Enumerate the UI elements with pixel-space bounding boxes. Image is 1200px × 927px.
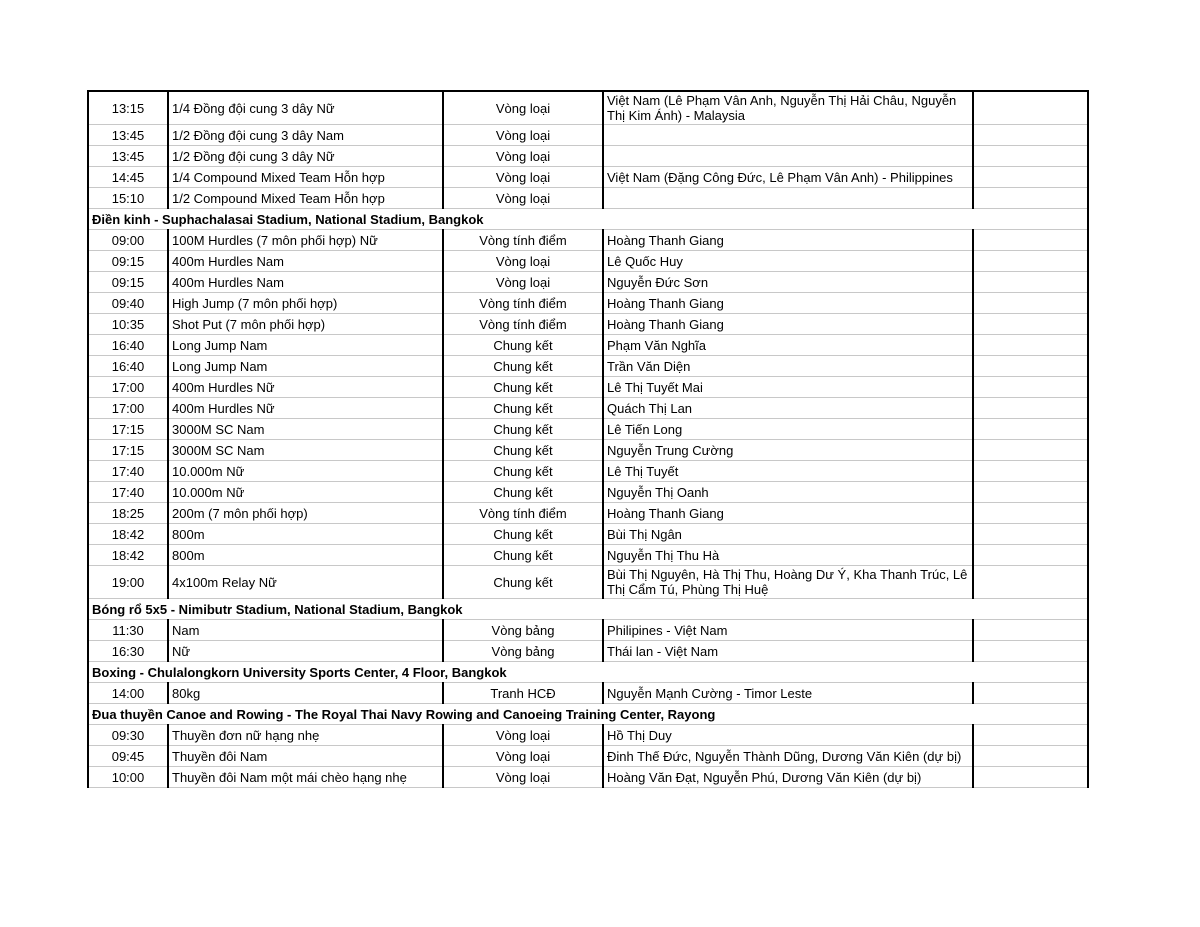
notes-cell: [973, 725, 1088, 746]
round-cell: Chung kết: [443, 335, 603, 356]
participants-cell: Nguyễn Đức Sơn: [603, 272, 973, 293]
table-row: [88, 725, 1088, 746]
notes-cell: [973, 335, 1088, 356]
notes-cell: [973, 167, 1088, 188]
event-cell: 1/4 Đồng đội cung 3 dây Nữ: [168, 91, 443, 125]
event-cell: Thuyền đôi Nam: [168, 746, 443, 767]
participants-cell: [603, 188, 973, 209]
table-row: [88, 683, 1088, 704]
event-cell: High Jump (7 môn phối hợp): [168, 293, 443, 314]
schedule-table: [87, 90, 1089, 788]
round-cell: Vòng bảng: [443, 641, 603, 662]
time-cell: 09:45: [88, 746, 168, 767]
round-cell: Vòng loại: [443, 146, 603, 167]
notes-cell: [973, 188, 1088, 209]
notes-cell: [973, 230, 1088, 251]
table-row: [88, 356, 1088, 377]
table-row: [88, 767, 1088, 788]
participants-cell: Nguyễn Thị Oanh: [603, 482, 973, 503]
section-header: Đua thuyền Canoe and Rowing - The Royal Thai Navy Rowing and Canoeing Training Center, Rayong: [88, 704, 1088, 725]
notes-cell: [973, 683, 1088, 704]
notes-cell: [973, 545, 1088, 566]
time-cell: 17:40: [88, 482, 168, 503]
participants-cell: Hoàng Thanh Giang: [603, 503, 973, 524]
participants-cell: Nguyễn Thị Thu Hà: [603, 545, 973, 566]
time-cell: 17:40: [88, 461, 168, 482]
round-cell: Tranh HCĐ: [443, 683, 603, 704]
notes-cell: [973, 377, 1088, 398]
schedule-table-body: [88, 91, 1088, 788]
round-cell: Vòng loại: [443, 251, 603, 272]
notes-cell: [973, 566, 1088, 599]
notes-cell: [973, 503, 1088, 524]
notes-cell: [973, 293, 1088, 314]
time-cell: 16:40: [88, 356, 168, 377]
table-row: [88, 335, 1088, 356]
event-cell: Thuyền đơn nữ hạng nhẹ: [168, 725, 443, 746]
time-cell: 13:45: [88, 146, 168, 167]
round-cell: Vòng loại: [443, 746, 603, 767]
time-cell: 09:40: [88, 293, 168, 314]
table-row: [88, 524, 1088, 545]
participants-cell: Hoàng Thanh Giang: [603, 230, 973, 251]
event-cell: Long Jump Nam: [168, 335, 443, 356]
round-cell: Chung kết: [443, 377, 603, 398]
event-cell: 10.000m Nữ: [168, 461, 443, 482]
round-cell: Vòng loại: [443, 167, 603, 188]
event-cell: 100M Hurdles (7 môn phối hợp) Nữ: [168, 230, 443, 251]
round-cell: Chung kết: [443, 482, 603, 503]
round-cell: Vòng loại: [443, 272, 603, 293]
round-cell: Chung kết: [443, 545, 603, 566]
notes-cell: [973, 620, 1088, 641]
event-cell: 1/2 Đồng đội cung 3 dây Nam: [168, 125, 443, 146]
section-header-row: [88, 662, 1088, 683]
round-cell: Vòng loại: [443, 725, 603, 746]
notes-cell: [973, 461, 1088, 482]
time-cell: 09:15: [88, 272, 168, 293]
notes-cell: [973, 440, 1088, 461]
table-row: [88, 230, 1088, 251]
event-cell: 400m Hurdles Nữ: [168, 377, 443, 398]
table-row: [88, 461, 1088, 482]
participants-cell: Quách Thị Lan: [603, 398, 973, 419]
table-row: [88, 746, 1088, 767]
round-cell: Vòng loại: [443, 767, 603, 788]
table-row: [88, 125, 1088, 146]
time-cell: 19:00: [88, 566, 168, 599]
time-cell: 16:30: [88, 641, 168, 662]
table-row: [88, 503, 1088, 524]
participants-cell: Hoàng Thanh Giang: [603, 293, 973, 314]
participants-cell: Hồ Thị Duy: [603, 725, 973, 746]
time-cell: 11:30: [88, 620, 168, 641]
event-cell: Shot Put (7 môn phối hợp): [168, 314, 443, 335]
event-cell: Long Jump Nam: [168, 356, 443, 377]
notes-cell: [973, 746, 1088, 767]
table-row: [88, 293, 1088, 314]
participants-cell: Bùi Thị Nguyên, Hà Thị Thu, Hoàng Dư Ý, Kha Thanh Trúc, Lê Thị Cẩm Tú, Phùng Thị Huệ: [603, 566, 973, 599]
round-cell: Vòng loại: [443, 125, 603, 146]
notes-cell: [973, 146, 1088, 167]
round-cell: Chung kết: [443, 440, 603, 461]
round-cell: Vòng tính điểm: [443, 293, 603, 314]
table-row: [88, 146, 1088, 167]
participants-cell: [603, 125, 973, 146]
participants-cell: Bùi Thị Ngân: [603, 524, 973, 545]
round-cell: Chung kết: [443, 461, 603, 482]
time-cell: 17:15: [88, 419, 168, 440]
round-cell: Chung kết: [443, 419, 603, 440]
table-row: [88, 91, 1088, 125]
participants-cell: Trần Văn Diện: [603, 356, 973, 377]
event-cell: 1/4 Compound Mixed Team Hỗn hợp: [168, 167, 443, 188]
section-header-row: [88, 209, 1088, 230]
event-cell: 400m Hurdles Nam: [168, 272, 443, 293]
event-cell: 3000M SC Nam: [168, 419, 443, 440]
table-row: [88, 272, 1088, 293]
round-cell: Chung kết: [443, 356, 603, 377]
table-row: [88, 566, 1088, 599]
participants-cell: Đinh Thế Đức, Nguyễn Thành Dũng, Dương Văn Kiên (dự bị): [603, 746, 973, 767]
section-header-row: [88, 704, 1088, 725]
table-row: [88, 377, 1088, 398]
table-row: [88, 440, 1088, 461]
notes-cell: [973, 251, 1088, 272]
participants-cell: Lê Quốc Huy: [603, 251, 973, 272]
round-cell: Chung kết: [443, 398, 603, 419]
notes-cell: [973, 419, 1088, 440]
participants-cell: Việt Nam (Lê Phạm Vân Anh, Nguyễn Thị Hải Châu, Nguyễn Thị Kim Ánh) - Malaysia: [603, 91, 973, 125]
participants-cell: Thái lan - Việt Nam: [603, 641, 973, 662]
event-cell: Thuyền đôi Nam một mái chèo hạng nhẹ: [168, 767, 443, 788]
participants-cell: Hoàng Văn Đạt, Nguyễn Phú, Dương Văn Kiên (dự bị): [603, 767, 973, 788]
event-cell: Nam: [168, 620, 443, 641]
time-cell: 13:15: [88, 91, 168, 125]
table-row: [88, 167, 1088, 188]
section-header: Bóng rổ 5x5 - Nimibutr Stadium, National Stadium, Bangkok: [88, 599, 1088, 620]
time-cell: 14:45: [88, 167, 168, 188]
event-cell: 10.000m Nữ: [168, 482, 443, 503]
notes-cell: [973, 641, 1088, 662]
time-cell: 16:40: [88, 335, 168, 356]
table-row: [88, 620, 1088, 641]
notes-cell: [973, 482, 1088, 503]
time-cell: 10:00: [88, 767, 168, 788]
notes-cell: [973, 272, 1088, 293]
participants-cell: Phạm Văn Nghĩa: [603, 335, 973, 356]
notes-cell: [973, 91, 1088, 125]
time-cell: 18:25: [88, 503, 168, 524]
round-cell: Vòng tính điểm: [443, 230, 603, 251]
participants-cell: Lê Tiến Long: [603, 419, 973, 440]
participants-cell: Nguyễn Mạnh Cường - Timor Leste: [603, 683, 973, 704]
participants-cell: Lê Thị Tuyết: [603, 461, 973, 482]
participants-cell: Hoàng Thanh Giang: [603, 314, 973, 335]
round-cell: Vòng bảng: [443, 620, 603, 641]
notes-cell: [973, 767, 1088, 788]
notes-cell: [973, 356, 1088, 377]
participants-cell: [603, 146, 973, 167]
participants-cell: Philipines - Việt Nam: [603, 620, 973, 641]
notes-cell: [973, 524, 1088, 545]
section-header: Điền kinh - Suphachalasai Stadium, National Stadium, Bangkok: [88, 209, 1088, 230]
participants-cell: Việt Nam (Đặng Công Đức, Lê Phạm Vân Anh) - Philippines: [603, 167, 973, 188]
time-cell: 09:30: [88, 725, 168, 746]
time-cell: 13:45: [88, 125, 168, 146]
round-cell: Chung kết: [443, 566, 603, 599]
event-cell: 4x100m Relay Nữ: [168, 566, 443, 599]
event-cell: 200m (7 môn phối hợp): [168, 503, 443, 524]
notes-cell: [973, 398, 1088, 419]
event-cell: Nữ: [168, 641, 443, 662]
time-cell: 10:35: [88, 314, 168, 335]
round-cell: Vòng loại: [443, 188, 603, 209]
participants-cell: Lê Thị Tuyết Mai: [603, 377, 973, 398]
time-cell: 15:10: [88, 188, 168, 209]
table-row: [88, 398, 1088, 419]
event-cell: 400m Hurdles Nữ: [168, 398, 443, 419]
round-cell: Chung kết: [443, 524, 603, 545]
time-cell: 18:42: [88, 524, 168, 545]
event-cell: 800m: [168, 524, 443, 545]
time-cell: 17:00: [88, 398, 168, 419]
time-cell: 09:00: [88, 230, 168, 251]
time-cell: 18:42: [88, 545, 168, 566]
section-header-row: [88, 599, 1088, 620]
notes-cell: [973, 125, 1088, 146]
round-cell: Vòng tính điểm: [443, 314, 603, 335]
table-row: [88, 482, 1088, 503]
table-row: [88, 419, 1088, 440]
table-row: [88, 188, 1088, 209]
table-row: [88, 545, 1088, 566]
section-header: Boxing - Chulalongkorn University Sports Center, 4 Floor, Bangkok: [88, 662, 1088, 683]
table-row: [88, 251, 1088, 272]
event-cell: 800m: [168, 545, 443, 566]
event-cell: 80kg: [168, 683, 443, 704]
time-cell: 14:00: [88, 683, 168, 704]
table-row: [88, 314, 1088, 335]
time-cell: 17:15: [88, 440, 168, 461]
event-cell: 1/2 Đồng đội cung 3 dây Nữ: [168, 146, 443, 167]
time-cell: 17:00: [88, 377, 168, 398]
event-cell: 3000M SC Nam: [168, 440, 443, 461]
participants-cell: Nguyễn Trung Cường: [603, 440, 973, 461]
event-cell: 400m Hurdles Nam: [168, 251, 443, 272]
table-row: [88, 641, 1088, 662]
event-cell: 1/2 Compound Mixed Team Hỗn hợp: [168, 188, 443, 209]
round-cell: Vòng loại: [443, 91, 603, 125]
notes-cell: [973, 314, 1088, 335]
round-cell: Vòng tính điểm: [443, 503, 603, 524]
time-cell: 09:15: [88, 251, 168, 272]
